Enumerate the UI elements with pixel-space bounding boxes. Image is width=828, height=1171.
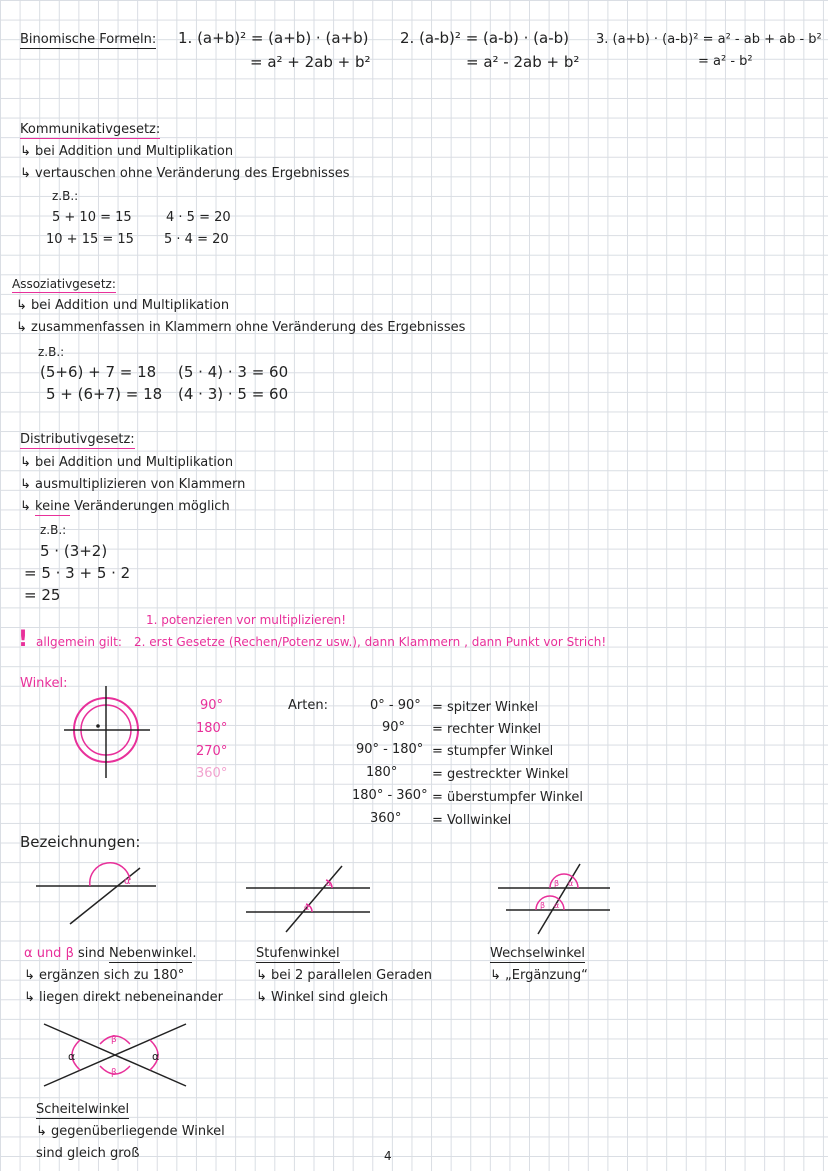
nebenwinkel-line-3: ↳ liegen direkt nebeneinander <box>24 990 223 1005</box>
nebenwinkel-diagram <box>36 864 160 928</box>
arten-name-4: = überstumpfer Winkel <box>432 790 584 805</box>
deg-90: 90° <box>200 698 224 713</box>
assoziativ-zb: z.B.: <box>38 345 65 359</box>
svg-text:α: α <box>304 903 310 912</box>
assoziativ-example-3: 5 + (6+7) = 18 <box>46 385 163 403</box>
arten-range-4: 180° - 360° <box>352 788 428 803</box>
distributiv-example-2: = 5 · 3 + 5 · 2 <box>24 564 131 582</box>
svg-text:β: β <box>540 901 546 910</box>
svg-text:β: β <box>111 1035 117 1045</box>
svg-text:α: α <box>554 901 560 910</box>
arten-name-0: = spitzer Winkel <box>432 700 539 715</box>
page-number: 4 <box>384 1149 392 1163</box>
kommutativ-line-2: ↳ vertauschen ohne Veränderung des Ergebnisses <box>20 166 350 181</box>
stufenwinkel-line-2: ↳ Winkel sind gleich <box>256 990 389 1005</box>
deg-360: 360° <box>196 766 228 781</box>
arten-range-2: 90° - 180° <box>356 742 424 757</box>
svg-text:α: α <box>152 1050 160 1063</box>
rule-line-1b: 2. erst Gesetze (Rechen/Potenz usw.), dann Klammern , dann Punkt vor Strich! <box>134 635 607 649</box>
distributiv-line-2: ↳ ausmultiplizieren von Klammern <box>20 477 246 492</box>
binom-formula-3b: = a² - b² <box>698 54 753 69</box>
arten-name-3: = gestreckter Winkel <box>432 767 569 782</box>
scheitelwinkel-diagram <box>40 1018 190 1090</box>
kommutativ-example-1: 5 + 10 = 15 <box>52 210 132 225</box>
assoziativ-line-1: ↳ bei Addition und Multiplikation <box>16 298 230 313</box>
arten-label: Arten: <box>288 698 328 713</box>
scheitelwinkel-line-1: ↳ gegenüberliegende Winkel <box>36 1124 225 1139</box>
scheitelwinkel-title: Scheitelwinkel <box>36 1102 130 1117</box>
arten-range-1: 90° <box>382 720 406 735</box>
binom-formula-2a: 2. (a-b)² = (a-b) · (a-b) <box>400 29 569 47</box>
rule-line-1a: allgemein gilt: <box>36 635 122 649</box>
binom-formula-1b: = a² + 2ab + b² <box>250 53 371 71</box>
deg-180: 180° <box>196 721 228 736</box>
binom-formula-3a: 3. (a+b) · (a-b)² = a² - ab + ab - b² <box>596 32 822 47</box>
nebenwinkel-line-1: α und β sind Nebenwinkel. <box>24 946 197 961</box>
distributiv-line-3: ↳ keine Veränderungen möglich <box>20 499 230 514</box>
binom-formula-1a: 1. (a+b)² = (a+b) · (a+b) <box>178 29 369 47</box>
svg-text:α: α <box>326 879 332 888</box>
exclamation-icon: ! <box>18 627 29 652</box>
svg-text:β: β <box>554 879 560 888</box>
circle-diagram <box>60 686 160 786</box>
kommutativ-example-3: 10 + 15 = 15 <box>46 232 134 247</box>
binom-title: Binomische Formeln: <box>20 32 157 47</box>
stufenwinkel-diagram <box>246 862 374 934</box>
scheitelwinkel-line-2: sind gleich groß <box>36 1146 140 1161</box>
kommutativ-title: Kommunikativgesetz: <box>20 122 161 137</box>
distributiv-example-1: 5 · (3+2) <box>40 542 108 560</box>
kommutativ-example-4: 5 · 4 = 20 <box>164 232 229 247</box>
svg-text:β: β <box>111 1068 117 1078</box>
kommutativ-example-2: 4 · 5 = 20 <box>166 210 231 225</box>
winkel-title: Winkel: <box>20 676 68 691</box>
stufenwinkel-title: Stufenwinkel <box>256 946 340 961</box>
kommutativ-line-1: ↳ bei Addition und Multiplikation <box>20 144 234 159</box>
arten-name-5: = Vollwinkel <box>432 813 512 828</box>
stufenwinkel-line-1: ↳ bei 2 parallelen Geraden <box>256 968 433 983</box>
deg-270: 270° <box>196 744 228 759</box>
assoziativ-example-1: (5+6) + 7 = 18 <box>40 363 157 381</box>
assoziativ-title: Assoziativgesetz: <box>12 277 116 291</box>
arten-name-1: = rechter Winkel <box>432 722 542 737</box>
wechselwinkel-line-1: ↳ „Ergänzung“ <box>490 968 588 983</box>
rule-line-0: 1. potenzieren vor multiplizieren! <box>146 613 347 627</box>
binom-formula-2b: = a² - 2ab + b² <box>466 53 580 71</box>
svg-text:α: α <box>124 876 131 887</box>
svg-text:α: α <box>568 879 574 888</box>
assoziativ-example-4: (4 · 3) · 5 = 60 <box>178 385 289 403</box>
arten-range-3: 180° <box>366 765 398 780</box>
distributiv-title: Distributivgesetz: <box>20 432 135 447</box>
nebenwinkel-line-2: ↳ ergänzen sich zu 180° <box>24 968 185 983</box>
wechselwinkel-title: Wechselwinkel <box>490 946 586 961</box>
svg-text:α: α <box>68 1050 76 1063</box>
assoziativ-line-2: ↳ zusammenfassen in Klammern ohne Veränderung des Ergebnisses <box>16 320 466 335</box>
kommutativ-zb: z.B.: <box>52 189 79 203</box>
bezeichnungen-title: Bezeichnungen: <box>20 833 141 851</box>
arten-range-5: 360° <box>370 811 402 826</box>
distributiv-line-1: ↳ bei Addition und Multiplikation <box>20 455 234 470</box>
distributiv-example-3: = 25 <box>24 586 61 604</box>
distributiv-zb: z.B.: <box>40 523 67 537</box>
assoziativ-example-2: (5 · 4) · 3 = 60 <box>178 363 289 381</box>
wechselwinkel-diagram <box>498 860 614 936</box>
arten-range-0: 0° - 90° <box>370 698 421 713</box>
arten-name-2: = stumpfer Winkel <box>432 744 554 759</box>
